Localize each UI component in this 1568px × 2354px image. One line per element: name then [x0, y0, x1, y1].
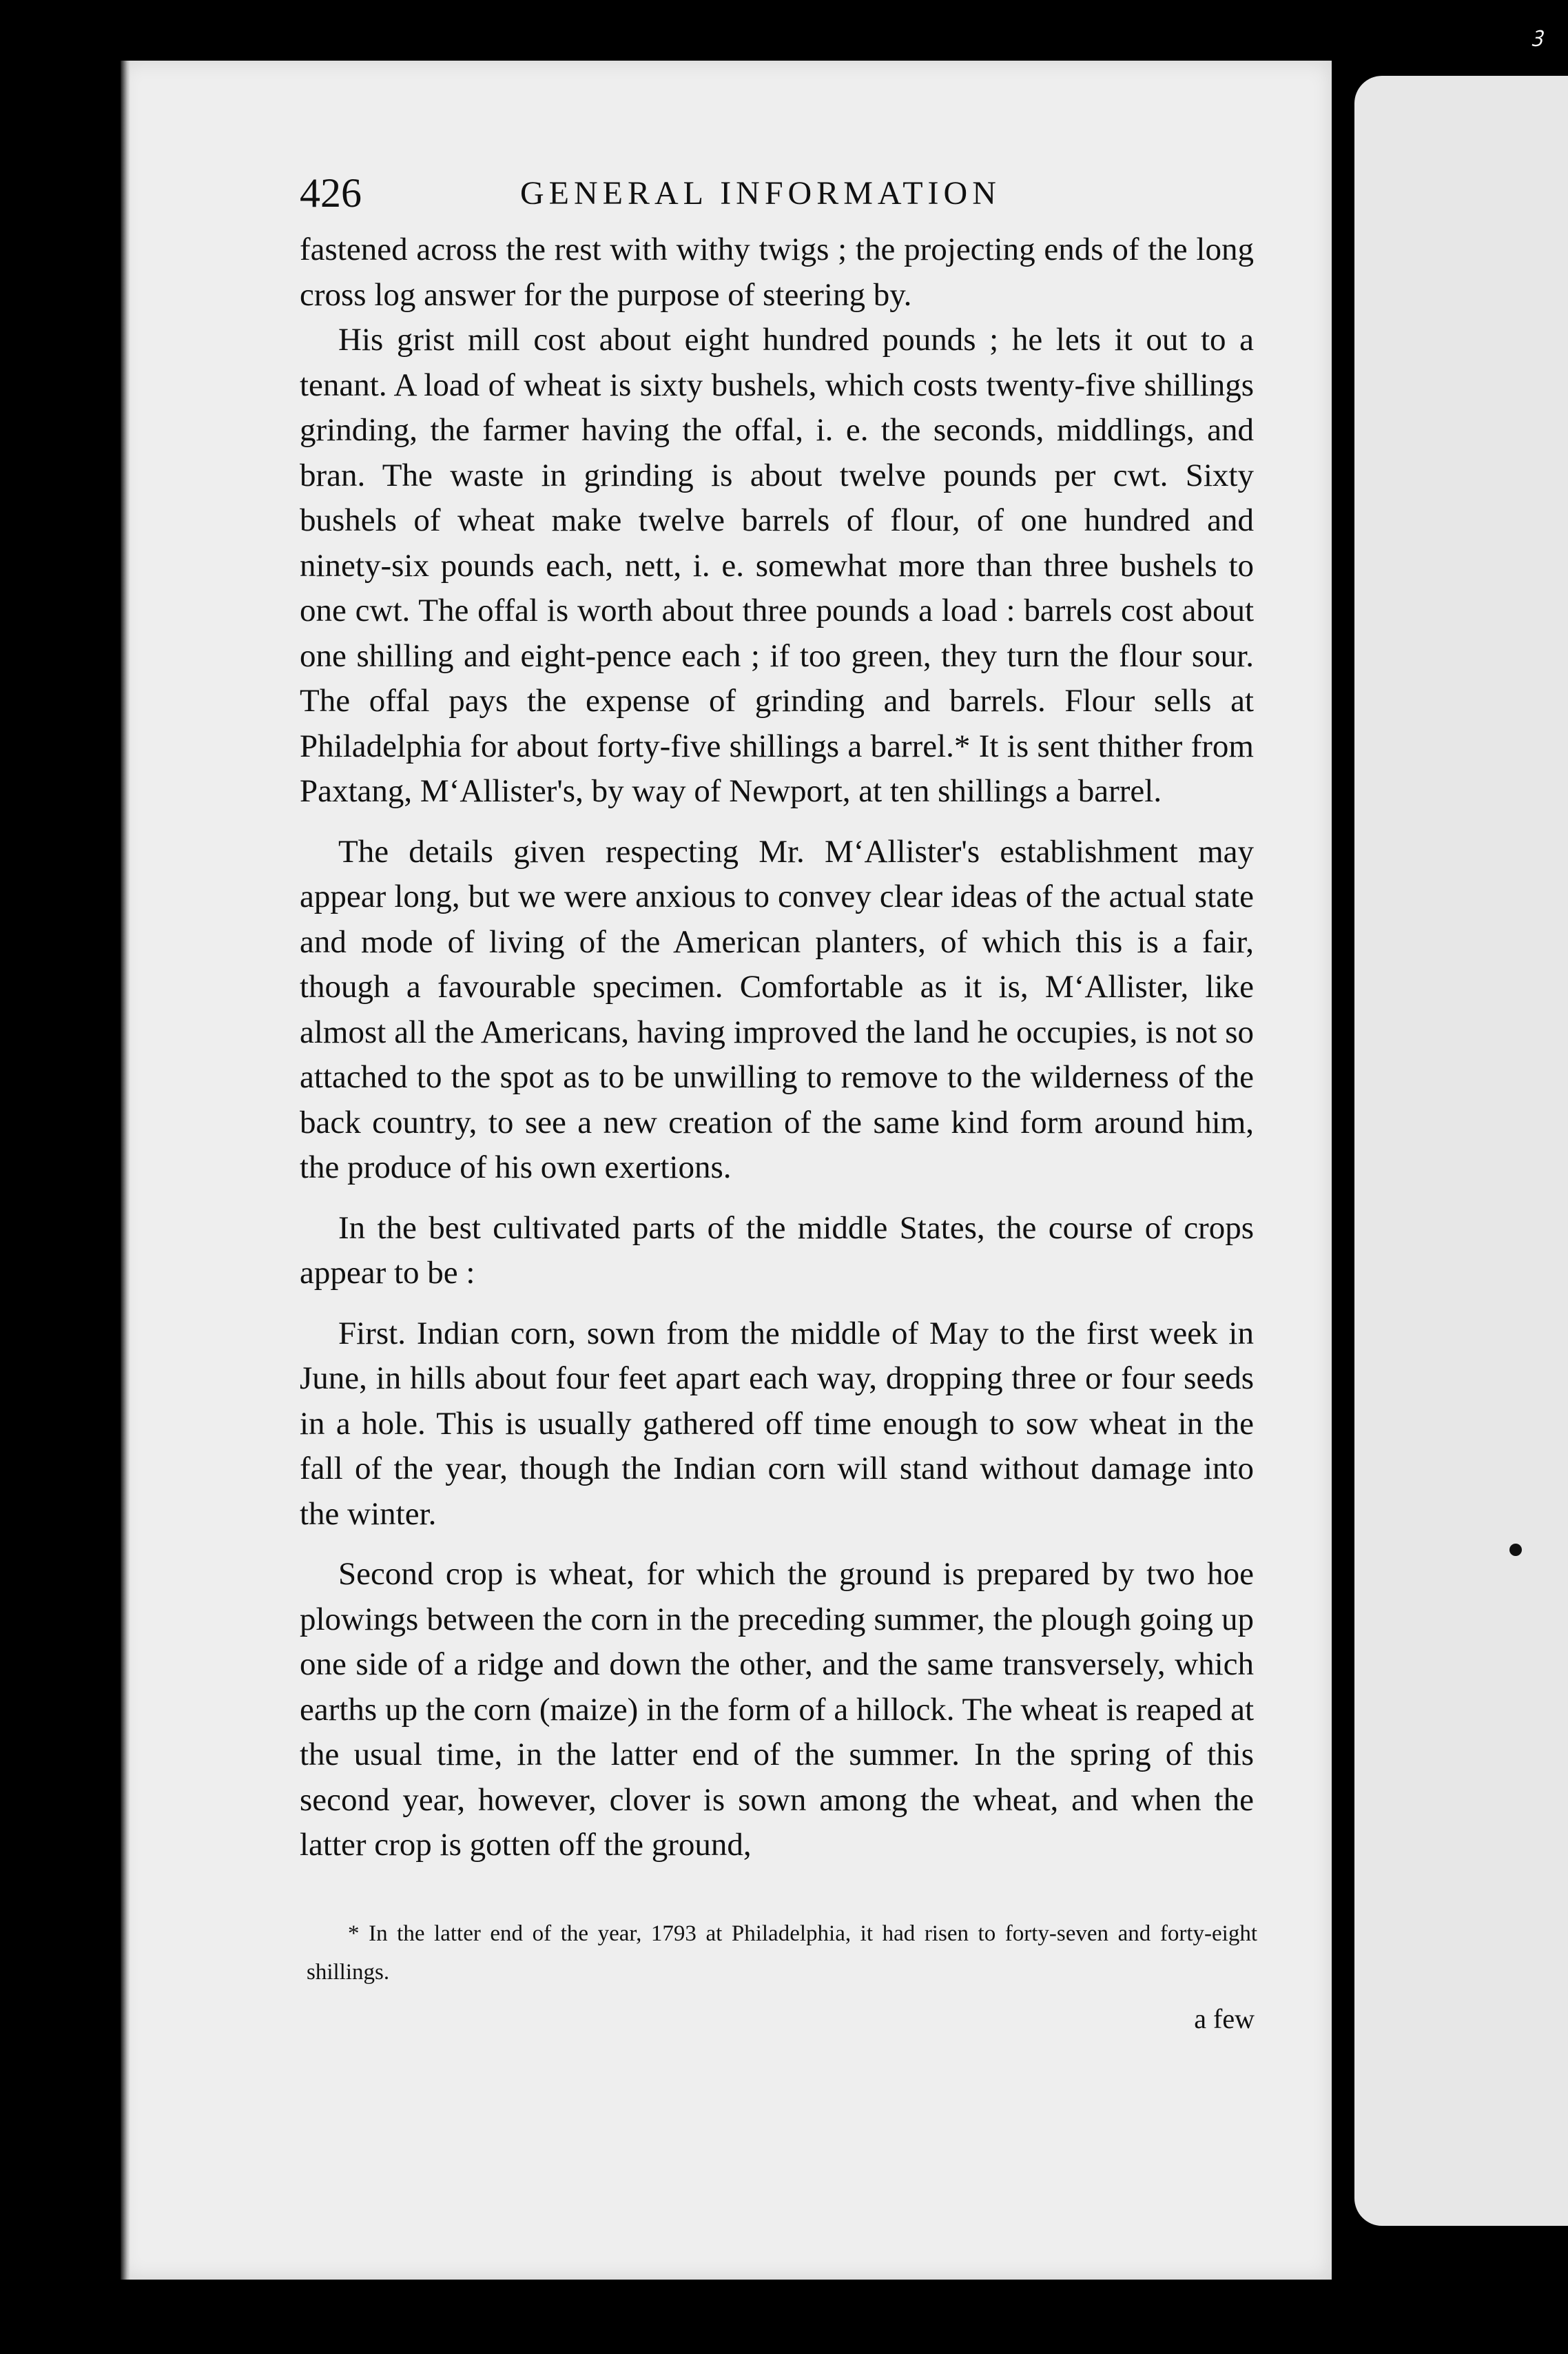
paragraph: His grist mill cost about eight hundred pounds ; he lets it out to a tenant. A load of wheat is sixty bushels, which costs twenty-five shillings grinding, the farmer having the offal, i. e. the seconds, middlings, and bran. The waste in grinding is about twelve pounds per cwt. Sixty bushels of wheat make twelve barrels of flour, of one hundred and ninety-six pounds each, nett, i. e. somewhat more than three bushels to one cwt. The offal is worth about three pounds a load : barrels cost about one shilling and eight-pence each ; if too green, they turn the flour sour. The offal pays the expense of grinding and barrels. Flour sells at Philadelphia for about forty-five shillings a barrel.* It is sent thither from Paxtang, M‘Allister's, by way of Newport, at ten shillings a barrel. — [300, 322, 1254, 809]
footnote: * In the latter end of the year, 1793 at Philadelphia, it had risen to forty-seven and forty-eight shillings. — [307, 1921, 1257, 1985]
ink-spot — [1509, 1544, 1522, 1556]
facing-page — [1354, 76, 1568, 2226]
corner-ink-mark: ꝫ — [1532, 23, 1543, 46]
page-header — [300, 169, 1047, 217]
page-number: 426 — [300, 170, 362, 216]
body-text — [300, 227, 1254, 1868]
catchword: a few — [1194, 2003, 1255, 2034]
paragraph: In the best cultivated parts of the middle States, the course of crops appear to be : — [300, 1209, 1254, 1291]
paragraph: The details given respecting Mr. M‘Allister's establishment may appear long, but we were anxious to convey clear ideas of the actual state and mode of living of the American planters, of which this is a fair, though a favourable specimen. Comfortable as it is, M‘Allister, like almost all the Americans, having improved the land he occupies, is not so attached to the spot as to be unwilling to remove to the wilderness of the back country, to see a new creation of the same kind form around him, the produce of his own exertions. — [300, 833, 1254, 1185]
running-head: GENERAL INFORMATION — [520, 175, 1001, 212]
paragraph: Second crop is wheat, for which the ground is prepared by two hoe plowings between the corn in the preceding summer, the plough going up one side of a ridge and down the other, and the same transversely, which earths up the corn (maize) in the form of a hillock. The wheat is reaped at the usual time, in the latter end of the summer. In the spring of this second year, however, clover is sown among the wheat, and when the latter crop is gotten off the ground, — [300, 1556, 1254, 1863]
paragraph: fastened across the rest with withy twigs ; the projecting ends of the long cross log answer for the purpose of steering by. — [300, 232, 1254, 313]
paragraph: First. Indian corn, sown from the middle of May to the first week in June, in hills about four feet apart each way, dropping three or four seeds in a hole. This is usually gathered off time enough to sow wheat in the fall of the year, though the Indian corn will stand without damage into the winter. — [300, 1315, 1254, 1532]
